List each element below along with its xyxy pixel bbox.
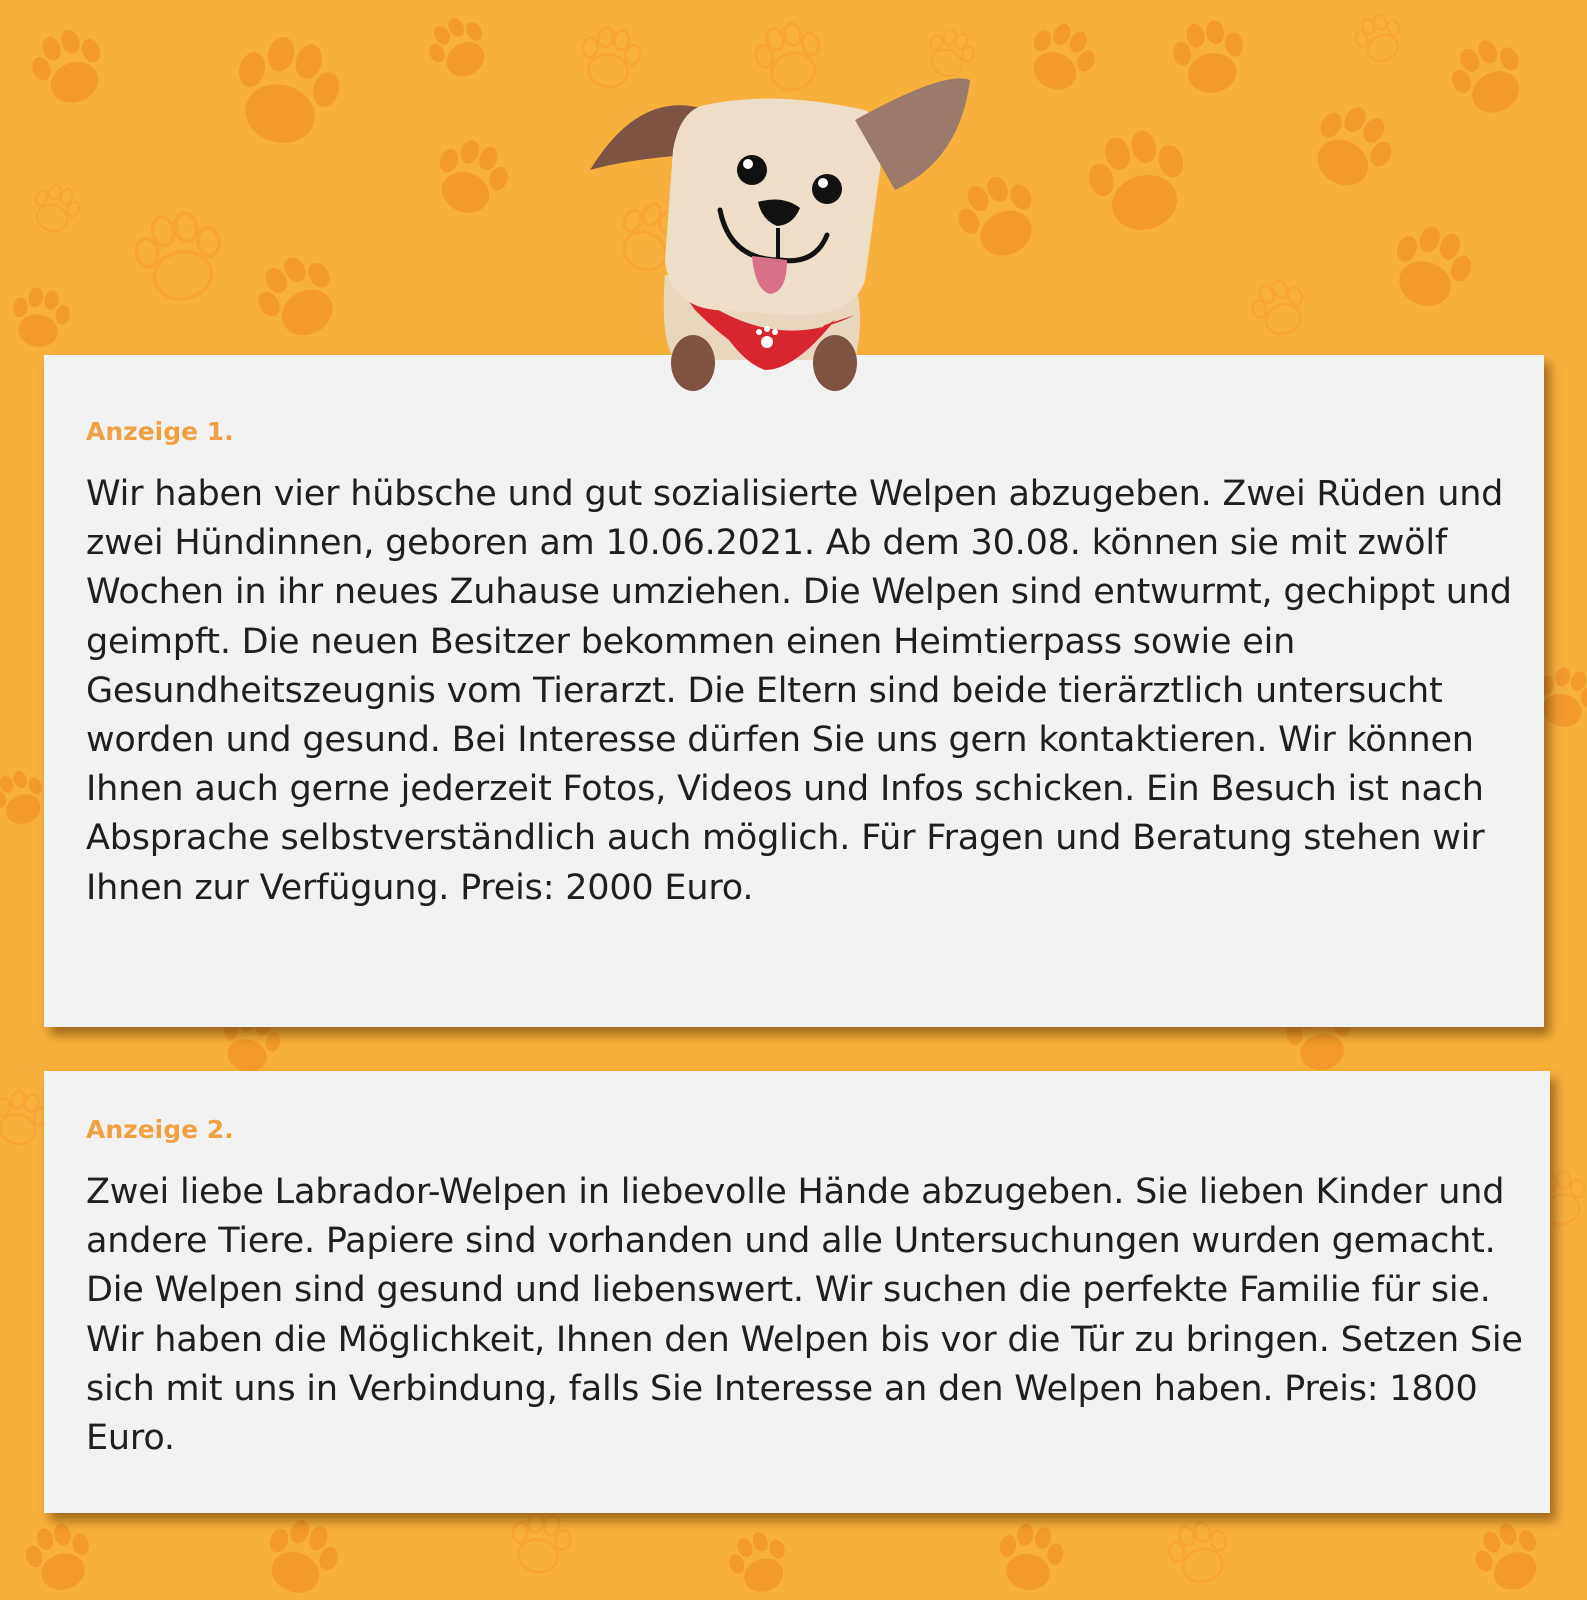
left-eye-icon <box>737 155 767 185</box>
ad-2-title: Anzeige 2. <box>86 1115 234 1144</box>
ad-1-title: Anzeige 1. <box>86 417 234 446</box>
left-paw-icon <box>671 335 715 391</box>
ad-1-text: Wir haben vier hübsche und gut sozialisierte Welpen abzugeben. Zwei Rüden und zwei Hündinnen, geboren am 10.06.2021. Ab dem 30.08. können sie mit zwölf Wochen in ihr neues Zuhause umziehen. Die Welpen sind entwurmt, gechippt und geimpft. Die neuen Besitzer bekommen einen Heimtierpass sowie ein Gesundheitszeugnis vom Tierarzt. Die Eltern sind beide tierärztlich untersucht worden und gesund. Bei Interesse dürfen Sie uns gern kontaktieren. Wir können Ihnen auch gerne jederzeit Fotos, Videos und Infos schicken. Ein Besuch ist nach Absprache selbstverständlich auch möglich. Für Fragen und Beratung stehen wir Ihnen zur Verfügung. Preis: 2000 Euro. <box>86 474 1512 908</box>
ad-card-1 <box>44 355 1544 1027</box>
right-paw-icon <box>813 335 857 391</box>
ad-2-text: Zwei liebe Labrador-Welpen in liebevolle Hände abzugeben. Sie lieben Kinder und andere Tiere. Papiere sind vorhanden und alle Untersuchungen wurden gemacht. Die Welpen sind gesund und liebenswert. Wir suchen die perfekte Familie für sie. Wir haben die Möglichkeit, Ihnen den Welpen bis vor die Tür zu bringen. Setzen Sie sich mit uns in Verbindung, falls Sie Interesse an den Welpen haben. Preis: 1800 Euro. <box>86 1172 1523 1459</box>
ad-card-2 <box>44 1071 1550 1513</box>
right-eye-icon <box>812 174 842 204</box>
puppy-mascot <box>565 60 1005 410</box>
